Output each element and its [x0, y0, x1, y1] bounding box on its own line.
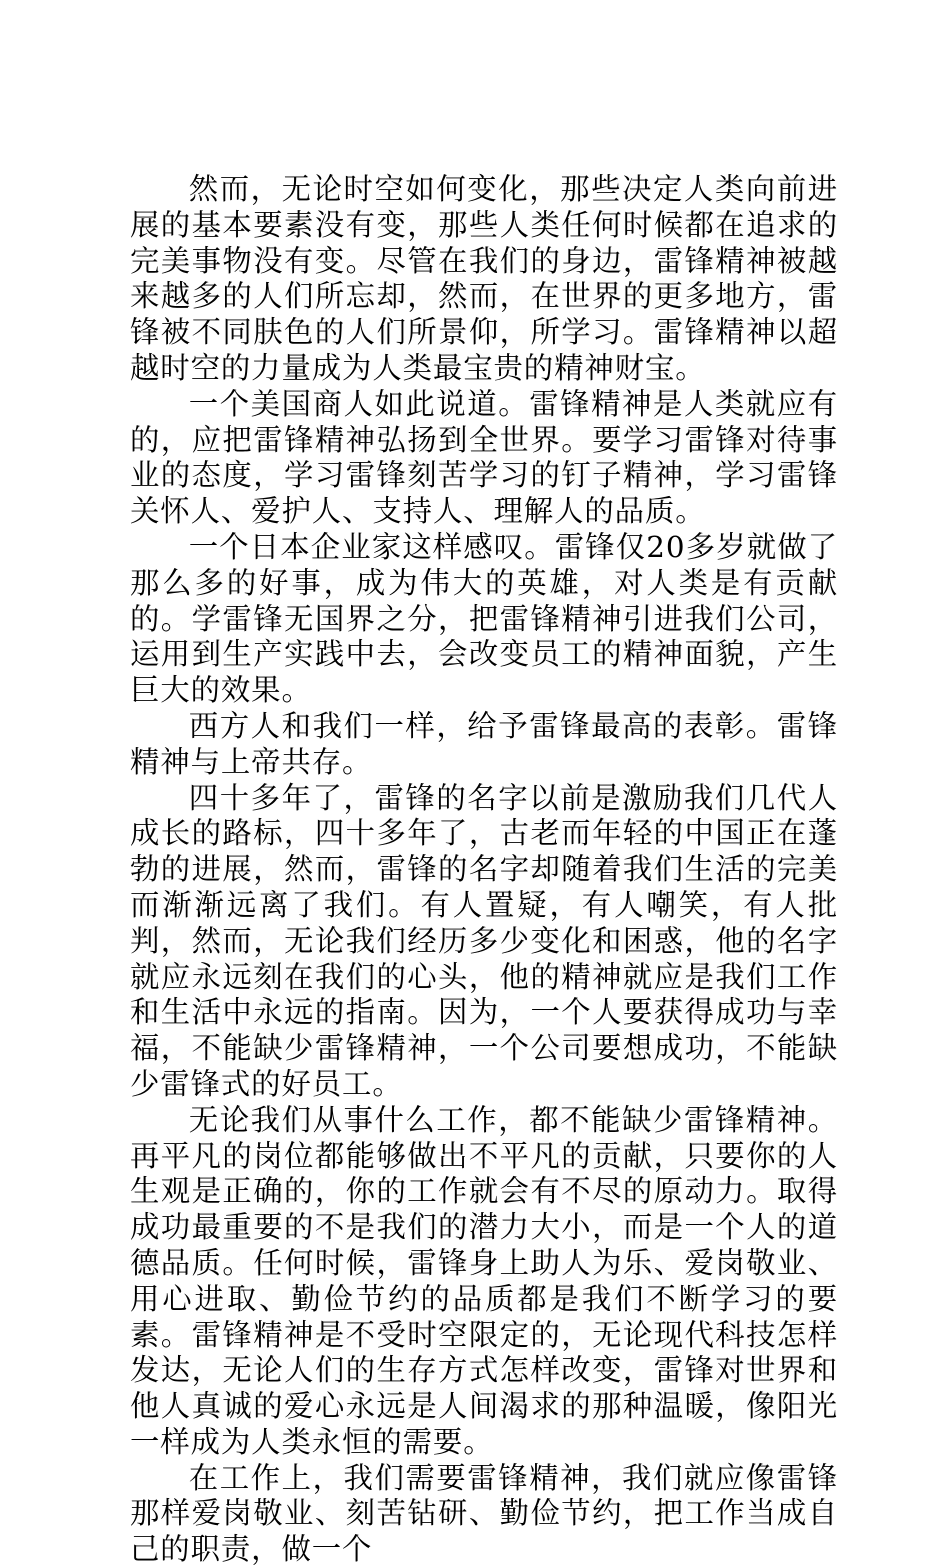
- paragraph-4: 西方人和我们一样，给予雷锋最高的表彰。雷锋精神与上帝共存。: [130, 708, 838, 779]
- paragraph-7: 在工作上，我们需要雷锋精神，我们就应像雷锋那样爱岗敬业、刻苦钻研、勤俭节约，把工作当成自己的职责，做一个: [130, 1460, 838, 1567]
- document-body: [130, 172, 838, 1568]
- paragraph-6: 无论我们从事什么工作，都不能缺少雷锋精神。再平凡的岗位都能够做出不平凡的贡献，只要你的人生观是正确的，你的工作就会有不尽的原动力。取得成功最重要的不是我们的潜力大小，而是一个人的道德品质。任何时候，雷锋身上助人为乐、爱岗敬业、用心进取、勤俭节约的品质都是我们不断学习的要素。雷锋精神是不受时空限定的，无论现代科技怎样发达，无论人们的生存方式怎样改变，雷锋对世界和他人真诚的爱心永远是人间渴求的那种温暖，像阳光一样成为人类永恒的需要。: [130, 1102, 838, 1459]
- paragraph-1: 然而，无论时空如何变化，那些决定人类向前进展的基本要素没有变，那些人类任何时候都在追求的完美事物没有变。尽管在我们的身边，雷锋精神被越来越多的人们所忘却，然而，在世界的更多地方，雷锋被不同肤色的人们所景仰，所学习。雷锋精神以超越时空的力量成为人类最宝贵的精神财宝。: [130, 172, 838, 385]
- paragraph-2: 一个美国商人如此说道。雷锋精神是人类就应有的，应把雷锋精神弘扬到全世界。要学习雷锋对待事业的态度，学习雷锋刻苦学习的钉子精神，学习雷锋关怀人、爱护人、支持人、理解人的品质。: [130, 386, 838, 529]
- paragraph-3: 一个日本企业家这样感叹。雷锋仅20多岁就做了那么多的好事，成为伟大的英雄，对人类是有贡献的。学雷锋无国界之分，把雷锋精神引进我们公司，运用到生产实践中去，会改变员工的精神面貌，产生巨大的效果。: [130, 529, 838, 708]
- paragraph-5: 四十多年了，雷锋的名字以前是激励我们几代人成长的路标，四十多年了，古老而年轻的中国正在蓬勃的进展，然而，雷锋的名字却随着我们生活的完美而渐渐远离了我们。有人置疑，有人嘲笑，有人批判，然而，无论我们经历多少变化和困惑，他的名字就应永远刻在我们的心头，他的精神就应是我们工作和生活中永远的指南。因为，一个人要获得成功与幸福，不能缺少雷锋精神，一个公司要想成功，不能缺少雷锋式的好员工。: [130, 780, 838, 1101]
